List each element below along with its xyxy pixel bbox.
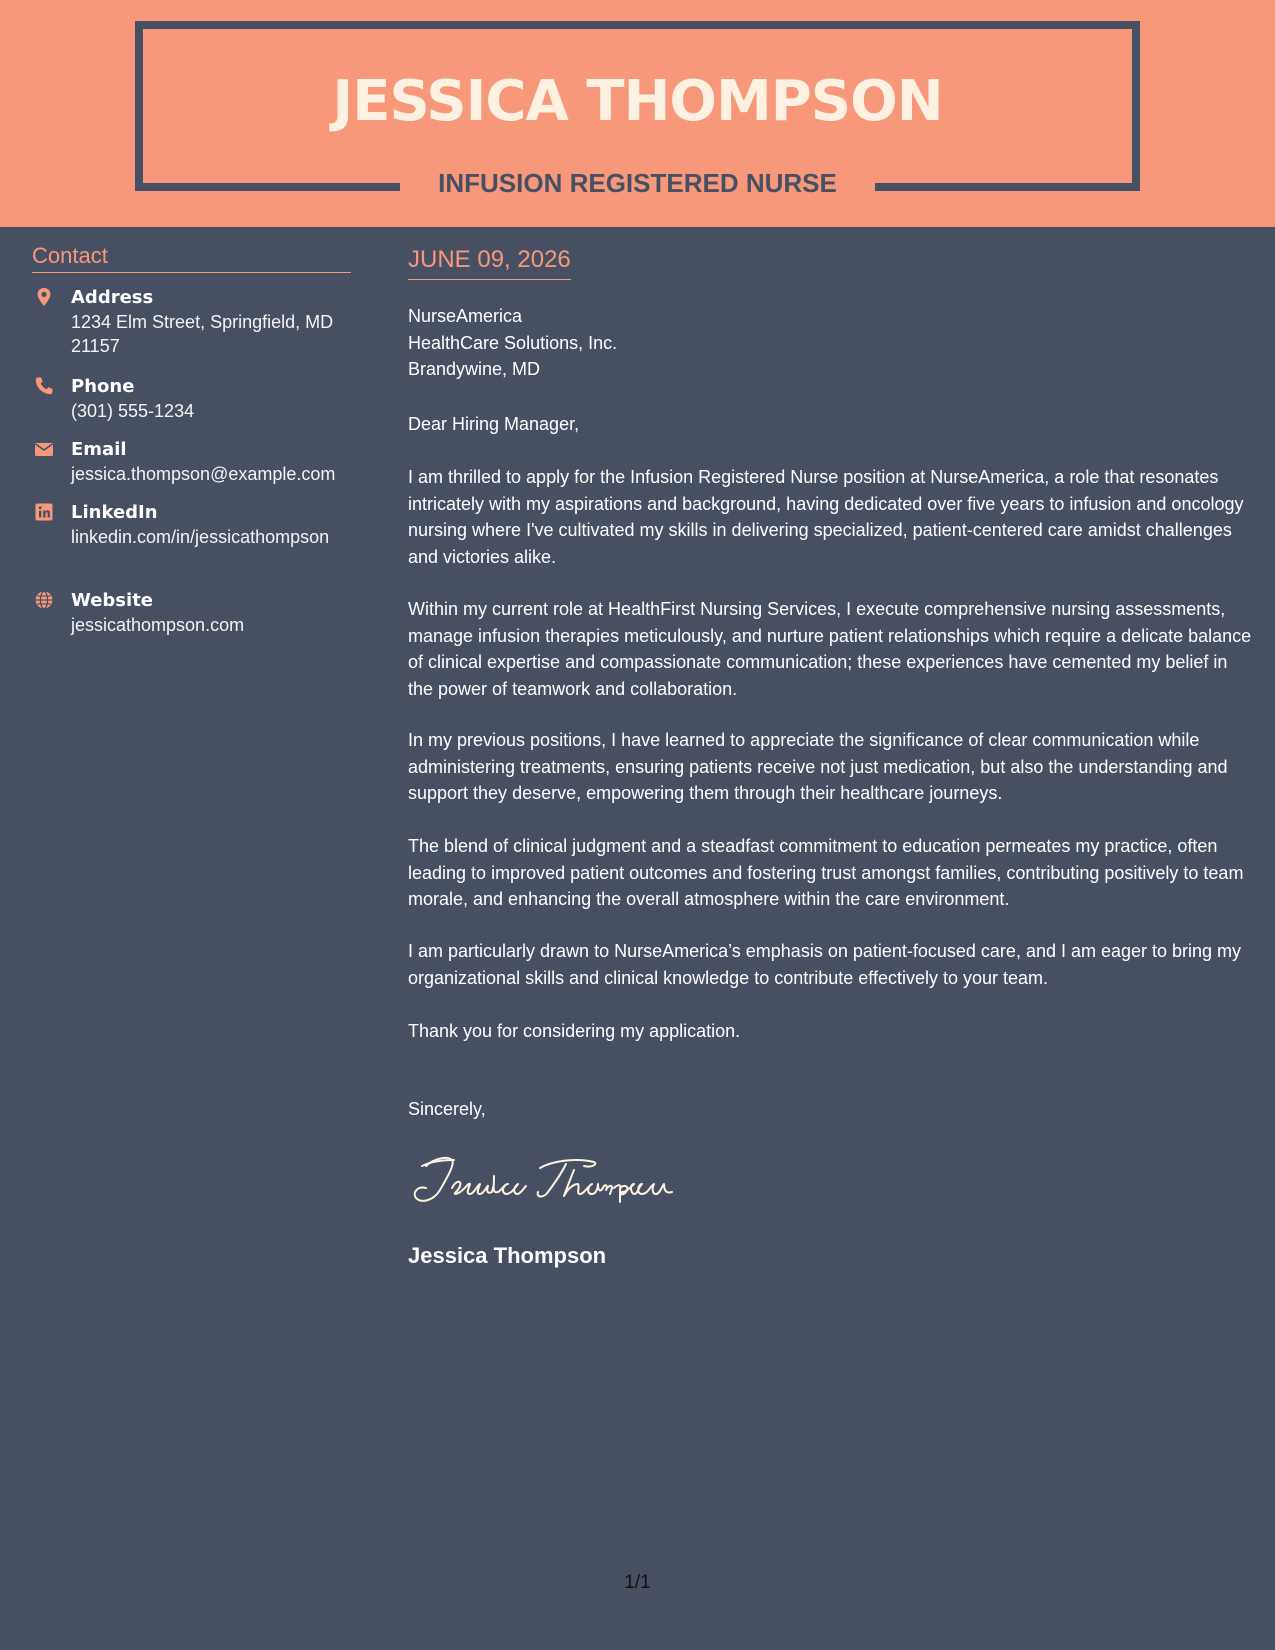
envelope-icon [34, 439, 54, 459]
salutation: Dear Hiring Manager, [408, 414, 580, 434]
job-title: INFUSION REGISTERED NURSE [438, 168, 837, 198]
contact-label: LinkedIn [71, 502, 158, 523]
letter-date: JUNE 09, 2026 [408, 245, 571, 280]
contact-value: jessicathompson.com [71, 615, 245, 635]
contact-heading: Contact [32, 241, 351, 273]
header-banner [0, 0, 1275, 227]
contact-label: Phone [71, 376, 135, 397]
signed-name: Jessica Thompson [408, 1243, 607, 1268]
contact-label: Email [71, 439, 127, 460]
recipient-line: HealthCare Solutions, Inc. [408, 332, 618, 353]
contact-value: linkedin.com/in/jessicathompson [71, 527, 330, 547]
closing: Sincerely, [408, 1099, 486, 1119]
recipient-line: NurseAmerica [408, 306, 523, 326]
contact-label: Website [71, 590, 154, 611]
letter-paragraph: In my previous positions, I have learned to appreciate the significance of clear communication while administering treatments, ensuring patients receive not just medication, but also the understanding and support they deserve, empowering them through their healthcare journeys. [408, 730, 1228, 803]
contact-value: (301) 555-1234 [71, 401, 195, 421]
letter-paragraph: The blend of clinical judgment and a steadfast commitment to education permeates my practice, often leading to improved patient outcomes and fostering trust amongst families, contributing positively to team morale, and enhancing the overall atmosphere within the care environment. [408, 836, 1244, 909]
contact-value: 1234 Elm Street, Springfield, MD 21157 [71, 312, 334, 356]
letter-paragraph: Thank you for considering my application. [408, 1021, 741, 1041]
signature-image [408, 1150, 688, 1210]
letter-paragraph: I am thrilled to apply for the Infusion Registered Nurse position at NurseAmerica, a role that resonates intricately with my aspirations and background, having dedicated over five years to infusion and oncology nursing where I've cultivated my skills in delivering specialized, patient-centered care amidst challenges and victories alike. [408, 467, 1244, 567]
letter-paragraph: I am particularly drawn to NurseAmerica’s emphasis on patient-focused care, and I am eager to bring my organizational skills and clinical knowledge to contribute effectively to your team. [408, 941, 1242, 988]
linkedin-icon [34, 502, 54, 522]
candidate-name: JESSICA THOMPSON [332, 69, 943, 134]
recipient-block [408, 303, 1248, 383]
contact-value: jessica.thompson@example.com [71, 464, 336, 484]
page-number: 1/1 [624, 1572, 651, 1593]
contact-label: Address [71, 287, 154, 308]
phone-icon [34, 376, 54, 396]
letter-paragraph: Within my current role at HealthFirst Nursing Services, I execute comprehensive nursing assessments, manage infusion therapies meticulously, and nurture patient relationships which require a delicate balance of clinical expertise and compassionate communication; these experiences have cemented my belief in the power of teamwork and collaboration. [408, 599, 1252, 699]
location-pin-icon [34, 287, 54, 307]
globe-icon [34, 590, 54, 610]
recipient-line: Brandywine, MD [408, 359, 541, 379]
